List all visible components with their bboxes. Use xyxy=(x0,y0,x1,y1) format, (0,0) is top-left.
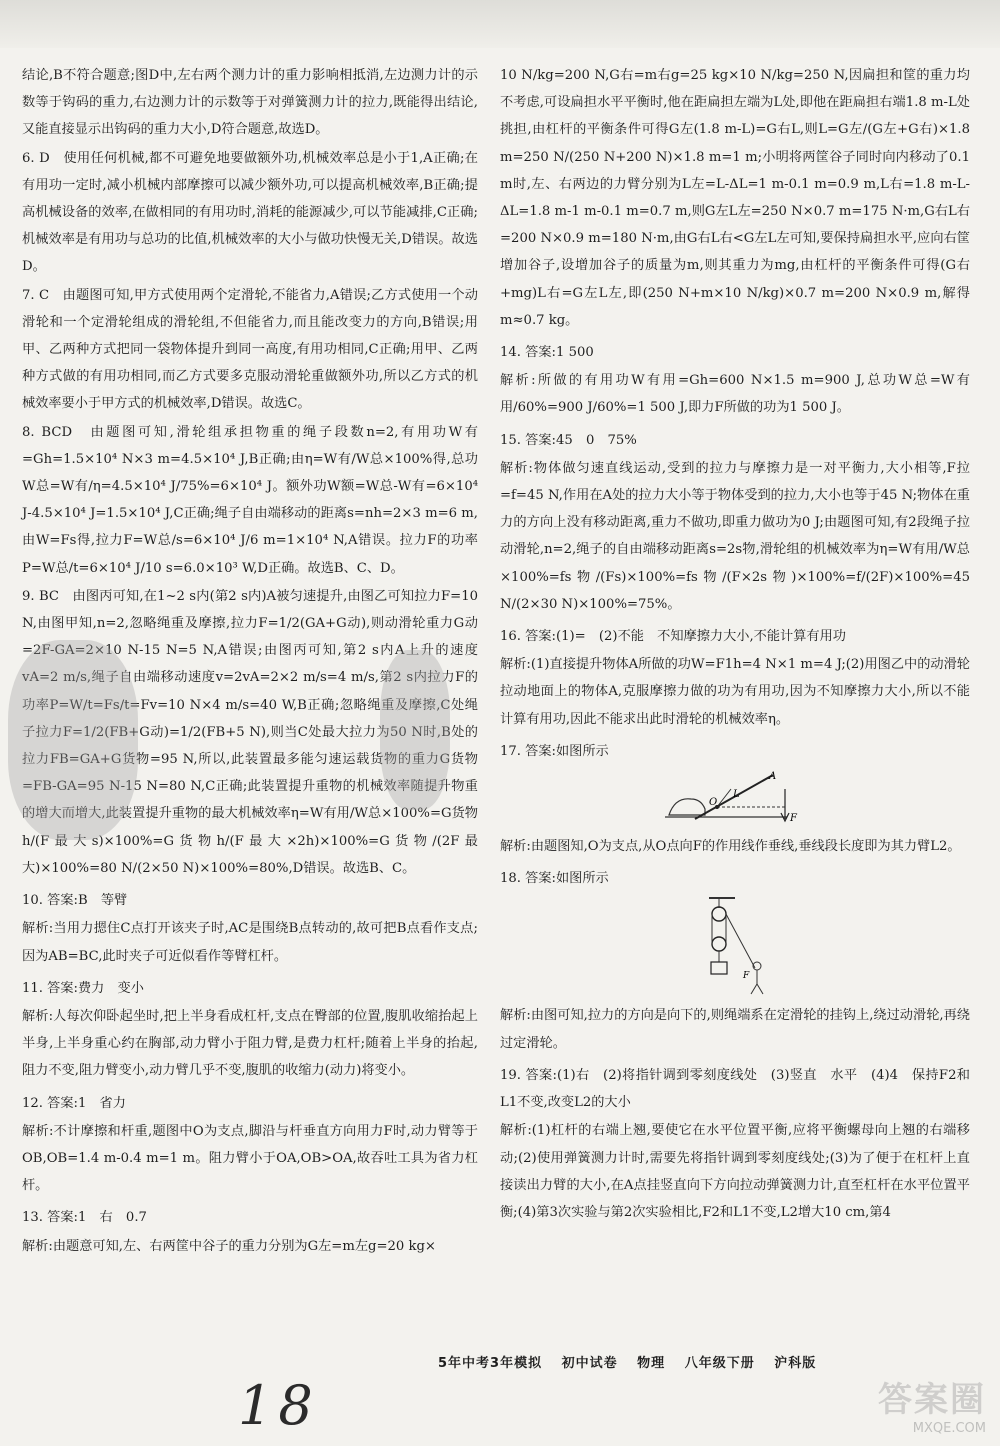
footer-edition: 沪科版 xyxy=(774,1356,817,1371)
footer-type: 初中试卷 xyxy=(561,1356,618,1371)
fixed-pulley xyxy=(712,907,726,921)
right-paragraph: 17. 答案:如图所示 xyxy=(500,743,609,759)
label-a: A xyxy=(769,771,777,783)
watermark xyxy=(826,1372,986,1436)
right-paragraph: 14. 答案:1 500 xyxy=(500,345,594,361)
scan-smudge xyxy=(380,650,450,810)
rope-pull xyxy=(726,914,755,968)
pulley-diagram xyxy=(695,896,775,996)
label-f18: F xyxy=(743,971,750,982)
right-paragraph: 解析:由图可知,拉力的方向是向下的,则绳端系在定滑轮的挂钩上,绕过动滑轮,再绕过定滑轮。 xyxy=(500,1008,970,1051)
left-paragraph: 6. D 使用任何机械,都不可避免地要做额外功,机械效率总是小于1,A正确;在有用功一定时,减小机械内部摩擦可以减少额外功,可以提高机械效率,B正确;提高机械设备的效率,在做相同的有用功时,消耗的能源减少,可以节能减排,C正确;机械效率是有用功与总功的比值,机械效率的大小与做功快慢无关,D错误。故选D。 xyxy=(22,150,478,275)
watermark-logo: 答案圈 xyxy=(878,1380,986,1420)
right-paragraph: 10 N/kg=200 N,G右=m右g=25 kg×10 N/kg=250 N,因扁担和筐的重力均不考虑,可设扁担水平平衡时,他在距扁担左端为L处,即他在距扁担右端1.8 m-L处挑担,由杠杆的平衡条件可得G左(1.8 m-L)=G右L,则L=G左/(G左+G右)×1.8 m=250 N/(250 N+200 N)×1.8 m=1 m;小明将两筐谷子同时向内移动了0.1 m时,左、右两边的力臂分别为L左=L-ΔL=1 m-0.1 m=0.9 m,L右=1.8 m-L-ΔL=1.8 m-1 m-0.1 m=0.7 m,则G左L左=250 N×0.7 m=175 N·m,G右L右=200 N×0.9 m=180 N·m,由G右L右<G左L左可知,要保持扁担水平,应向右筐增加谷子,设增加谷子的质量为m,则其重力为mg,由杠杆的平衡条件可得(G右+mg)L右=G左L左,即(250 N+m×10 N/kg)×0.7 m=200 N×0.9 m,解得m≈0.7 kg。 xyxy=(500,68,970,328)
left-paragraph: 13. 答案:1 右 0.7 xyxy=(22,1210,147,1226)
page-footer xyxy=(438,1352,978,1371)
watermark-site: MXQE.COM xyxy=(912,1421,986,1436)
right-paragraph: 16. 答案:(1)= (2)不能 不知摩擦力大小,不能计算有用功 xyxy=(500,629,846,645)
scan-top-strip xyxy=(0,0,1000,48)
footer-grade: 八年级下册 xyxy=(684,1356,755,1371)
left-paragraph: 10. 答案:B 等臂 xyxy=(22,893,128,909)
footer-series: 5年中考3年模拟 xyxy=(438,1356,543,1371)
label-f: F xyxy=(790,813,797,825)
left-paragraph: 11. 答案:费力 变小 xyxy=(22,980,144,996)
left-paragraph: 结论,B不符合题意;图D中,左右两个测力计的重力影响相抵消,左边测力计的示数等于钩码的重力,右边测力计的示数等于对弹簧测力计的拉力,既能得出结论,又能直接显示出钩码的重力大小,D符合题意,故选D。 xyxy=(22,68,478,138)
left-paragraph: 12. 答案:1 省力 xyxy=(22,1095,126,1111)
left-paragraph: 7. C 由题图可知,甲方式使用两个定滑轮,不能省力,A错误;乙方式使用一个动滑轮和一个定滑轮组成的滑轮组,不但能省力,而且能改变力的方向,B错误;用甲、乙两种方式把同一袋物体提升到同一高度,有用功相同,C正确;用甲、乙两种方式做的有用功相同,而乙方式要多克服动滑轮重做额外功,所以乙方式的机械效率要小于甲方式的机械效率,D错误。故选C。 xyxy=(22,287,478,412)
left-paragraph: 解析:人每次仰卧起坐时,把上半身看成杠杆,支点在臀部的位置,腹肌收缩抬起上半身,上半身重心约在胸部,动力臂小于阻力臂,是费力杠杆;随着上半身的抬起,阻力不变,阻力臂变小,动力臂几乎不变,腹肌的收缩力(动力)将变小。 xyxy=(22,1008,478,1079)
label-o: O xyxy=(709,797,718,809)
handwritten-page-number: 18 xyxy=(238,1374,319,1437)
left-paragraph: 8. BCD 由题图可知,滑轮组承担物重的绳子段数n=2,有用功W有=Gh=1.5×10⁴ N×3 m=4.5×10⁴ J,B正确;由η=W有/W总×100%得,总功W总=W有/η=4.5×10⁴ J/75%=6×10⁴ J。额外功W额=W总-W有=6×10⁴ J-4.5×10⁴ J=1.5×10⁴ J,C正确;绳子自由端移动的距离s=nh=2×3 m=6 m,由W=Fs得,拉力F=W总/s=6×10⁴ J/6 m=1×10⁴ N,A错误。拉力F的功率P=W总/t=6×10⁴ J/10 s=6.0×10³ W,D正确。故选B、C、D。 xyxy=(22,424,478,576)
rock-shape xyxy=(669,799,705,815)
left-paragraph: 解析:当用力摁住C点打开该夹子时,AC是围绕B点转动的,故可把B点看作支点;因为AB=BC,此时夹子可近似看作等臂杠杆。 xyxy=(22,921,478,964)
left-paragraph: 解析:由题意可知,左、右两筐中谷子的重力分别为G左=m左g=20 kg× xyxy=(22,1238,436,1254)
right-paragraph: 解析:物体做匀速直线运动,受到的拉力与摩擦力是一对平衡力,大小相等,F拉=f=45 N,作用在A处的拉力大小等于物体受到的拉力,大小也等于45 N;物体在重力的方向上没有移动距离,重力不做功,即重力做功为0 J;由题图可知,有2段绳子拉动滑轮,n=2,绳子的自由端移动距离s=2s物,滑轮组的机械效率为η=W有用/W总×100%=fs物/(Fs)×100%=fs物/(F×2s物)×100%=f/(2F)×100%=45 N/(2×30 N)×100%=75%。 xyxy=(500,460,970,612)
right-paragraph: 解析:所做的有用功W有用=Gh=600 N×1.5 m=900 J,总功W总=W有用/60%=900 J/60%=1 500 J,即力F所做的功为1 500 J。 xyxy=(500,373,970,416)
q17-figure xyxy=(500,769,970,827)
right-paragraph: 18. 答案:如图所示 xyxy=(500,871,609,887)
left-paragraph: 9. BC 由图丙可知,在1~2 s内(第2 s内)A被匀速提升,由图乙可知拉力F=10 N,由图甲知,n=2,忽略绳重及摩擦,拉力F=1/2(GA+G动),则动滑轮重力G动=2F-GA=2×10 N-15 N=5 N,A错误;由图丙可知,第2 s内A上升的速度vA=2 m/s,绳子自由端移动速度v=2vA=2×2 m/s=4 m/s,第2 s内拉力F的功率P=W/t=Fs/t=Fv=10 N×4 m/s=40 W,B正确;忽略绳重及摩擦,C处绳子拉力F=1/2(FB+G动)=1/2(FB+5 N),则当C处最大拉力为50 N时,B处的拉力FB=GA+G货物=95 N,所以,此装置最多能匀速运载货物的重力G货物=FB-GA=95 N-15 N=80 N,C正确;此装置提升重物的机械效率随提升物重的增大而增大,此装置提升重物的最大机械效率η=W有用/W总×100%=G货物h/(F最大s)×100%=G货物h/(F最大×2h)×100%=G货物/(2F最大)×100%=80 N/(2×50 N)×100%=80%,D错误。故选B、C。 xyxy=(22,588,478,876)
right-paragraph: 解析:(1)杠杆的右端上翘,要使它在水平位置平衡,应将平衡螺母向上翘的右端移动;(2)使用弹簧测力计时,需要先将指针调到零刻度线处;(3)为了便于在杠杆上直接读出力臂的大小,在A点挂竖直向下方向拉动弹簧测力计,直至杠杆在水平位置平衡;(4)第3次实验与第2次实验相比,F2和L1不变,L2增大10 cm,第4 xyxy=(500,1123,970,1220)
arm-line xyxy=(717,789,731,807)
right-column xyxy=(500,62,970,1227)
right-paragraph: 19. 答案:(1)右 (2)将指针调到零刻度线处 (3)竖直 水平 (4)4 保持F2和L1不变,改变L2的大小 xyxy=(500,1067,970,1111)
right-paragraph: 15. 答案:45 0 75% xyxy=(500,432,637,448)
load-box xyxy=(711,962,727,974)
footer-subject: 物理 xyxy=(637,1356,666,1371)
person-leg-right xyxy=(757,984,763,994)
q18-figure xyxy=(500,896,970,996)
person-leg-left xyxy=(751,984,757,994)
movable-pulley xyxy=(712,937,726,951)
lever-diagram xyxy=(665,769,805,827)
left-paragraph: 解析:不计摩擦和杆重,题图中O为支点,脚沿与杆垂直方向用力F时,动力臂等于OB,OB=1.4 m-0.4 m=1 m。阻力臂小于OA,OB>OA,故吞吐工具为省力杠杆。 xyxy=(22,1123,478,1194)
right-paragraph: 解析:(1)直接提升物体A所做的功W=F1h=4 N×1 m=4 J;(2)用图乙中的动滑轮拉动地面上的物体A,克服摩擦力做的功为有用功,因为不知摩擦力大小,所以不能计算有用功,因此不能求出此时滑轮的机械效率η。 xyxy=(500,657,970,727)
scan-smudge xyxy=(8,640,138,840)
label-l: L xyxy=(733,789,740,801)
right-paragraph: 解析:由题图知,O为支点,从O点向F的作用线作垂线,垂线段长度即为其力臂L2。 xyxy=(500,839,961,855)
